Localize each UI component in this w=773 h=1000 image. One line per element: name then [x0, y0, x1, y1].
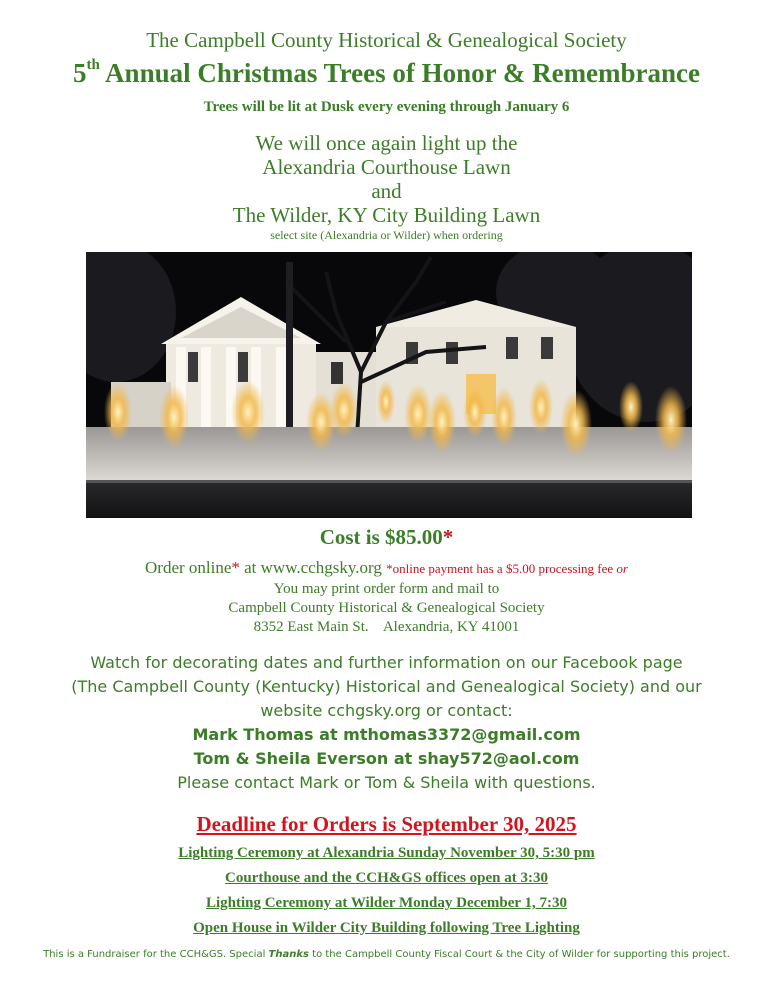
contact-line-3: website cchgsky.org or contact:: [260, 701, 513, 720]
processing-fee-note: *online payment has a $5.00 processing fee: [386, 561, 617, 576]
intro-block: [0, 131, 773, 227]
select-site-note: select site (Alexandria or Wilder) when ordering: [270, 228, 503, 242]
title-ordinal: th: [86, 57, 100, 73]
processing-fee-or: or: [616, 561, 628, 576]
cost-label: [0, 525, 773, 550]
intro-line-4: The Wilder, KY City Building Lawn: [232, 203, 541, 227]
intro-line-2: Alexandria Courthouse Lawn: [262, 155, 511, 179]
mail-line-1: You may print order form and mail to: [273, 581, 500, 597]
contact-line-4: Please contact Mark or Tom & Sheila with questions.: [177, 773, 596, 792]
mail-line-2: Campbell County Historical & Genealogical Society: [228, 600, 545, 616]
intro-line-3: and: [371, 179, 402, 203]
courthouse-night-illustration: [86, 252, 692, 518]
footer-part-2: to the Campbell County Fiscal Court & the City of Wilder for supporting this project.: [308, 949, 730, 960]
event-wilder-open-house: Open House in Wilder City Building following Tree Lighting: [193, 920, 580, 936]
order-deadline: Deadline for Orders is September 30, 2025: [196, 812, 577, 836]
event-courthouse-open: Courthouse and the CCH&GS offices open at 3:30: [225, 870, 548, 886]
event-title: [0, 58, 773, 89]
footer-part-1: This is a Fundraiser for the CCH&GS. Special: [43, 949, 269, 960]
cost-text: Cost is $85.00: [319, 525, 443, 549]
order-online-line: [0, 558, 773, 578]
intro-line-1: We will once again light up the: [255, 131, 518, 155]
contact-line-2: (The Campbell County (Kentucky) Historical and Genealogical Society) and our: [71, 677, 702, 696]
order-online-url[interactable]: at www.cchgsky.org: [239, 558, 387, 577]
contact-block: [0, 651, 773, 795]
cost-asterisk: *: [442, 525, 454, 549]
event-alexandria-ceremony: Lighting Ceremony at Alexandria Sunday November 30, 5:30 pm: [178, 845, 595, 861]
event-wilder-ceremony: Lighting Ceremony at Wilder Monday December 1, 7:30: [205, 895, 568, 911]
order-online-asterisk: *: [231, 558, 240, 577]
mail-order-block: [0, 580, 773, 637]
society-name: The Campbell County Historical & Genealogical Society: [146, 28, 627, 52]
contact-line-1: Watch for decorating dates and further information on our Facebook page: [90, 653, 683, 672]
footer-thanks: Thanks: [268, 949, 309, 960]
lighting-note: Trees will be lit at Dusk every evening through January 6: [203, 99, 570, 115]
footer-note: [0, 949, 773, 960]
title-text: Annual Christmas Trees of Honor & Remembrance: [99, 58, 701, 88]
contact-mark-thomas[interactable]: Mark Thomas at mthomas3372@gmail.com: [192, 725, 581, 744]
road: [86, 480, 692, 518]
mail-address: 8352 East Main St. Alexandria, KY 41001: [253, 619, 520, 635]
order-online-prefix: Order online: [145, 558, 232, 577]
title-number: 5: [72, 58, 87, 88]
contact-tom-sheila[interactable]: Tom & Sheila Everson at shay572@aol.com: [193, 749, 580, 768]
courthouse-photo: [86, 252, 692, 518]
